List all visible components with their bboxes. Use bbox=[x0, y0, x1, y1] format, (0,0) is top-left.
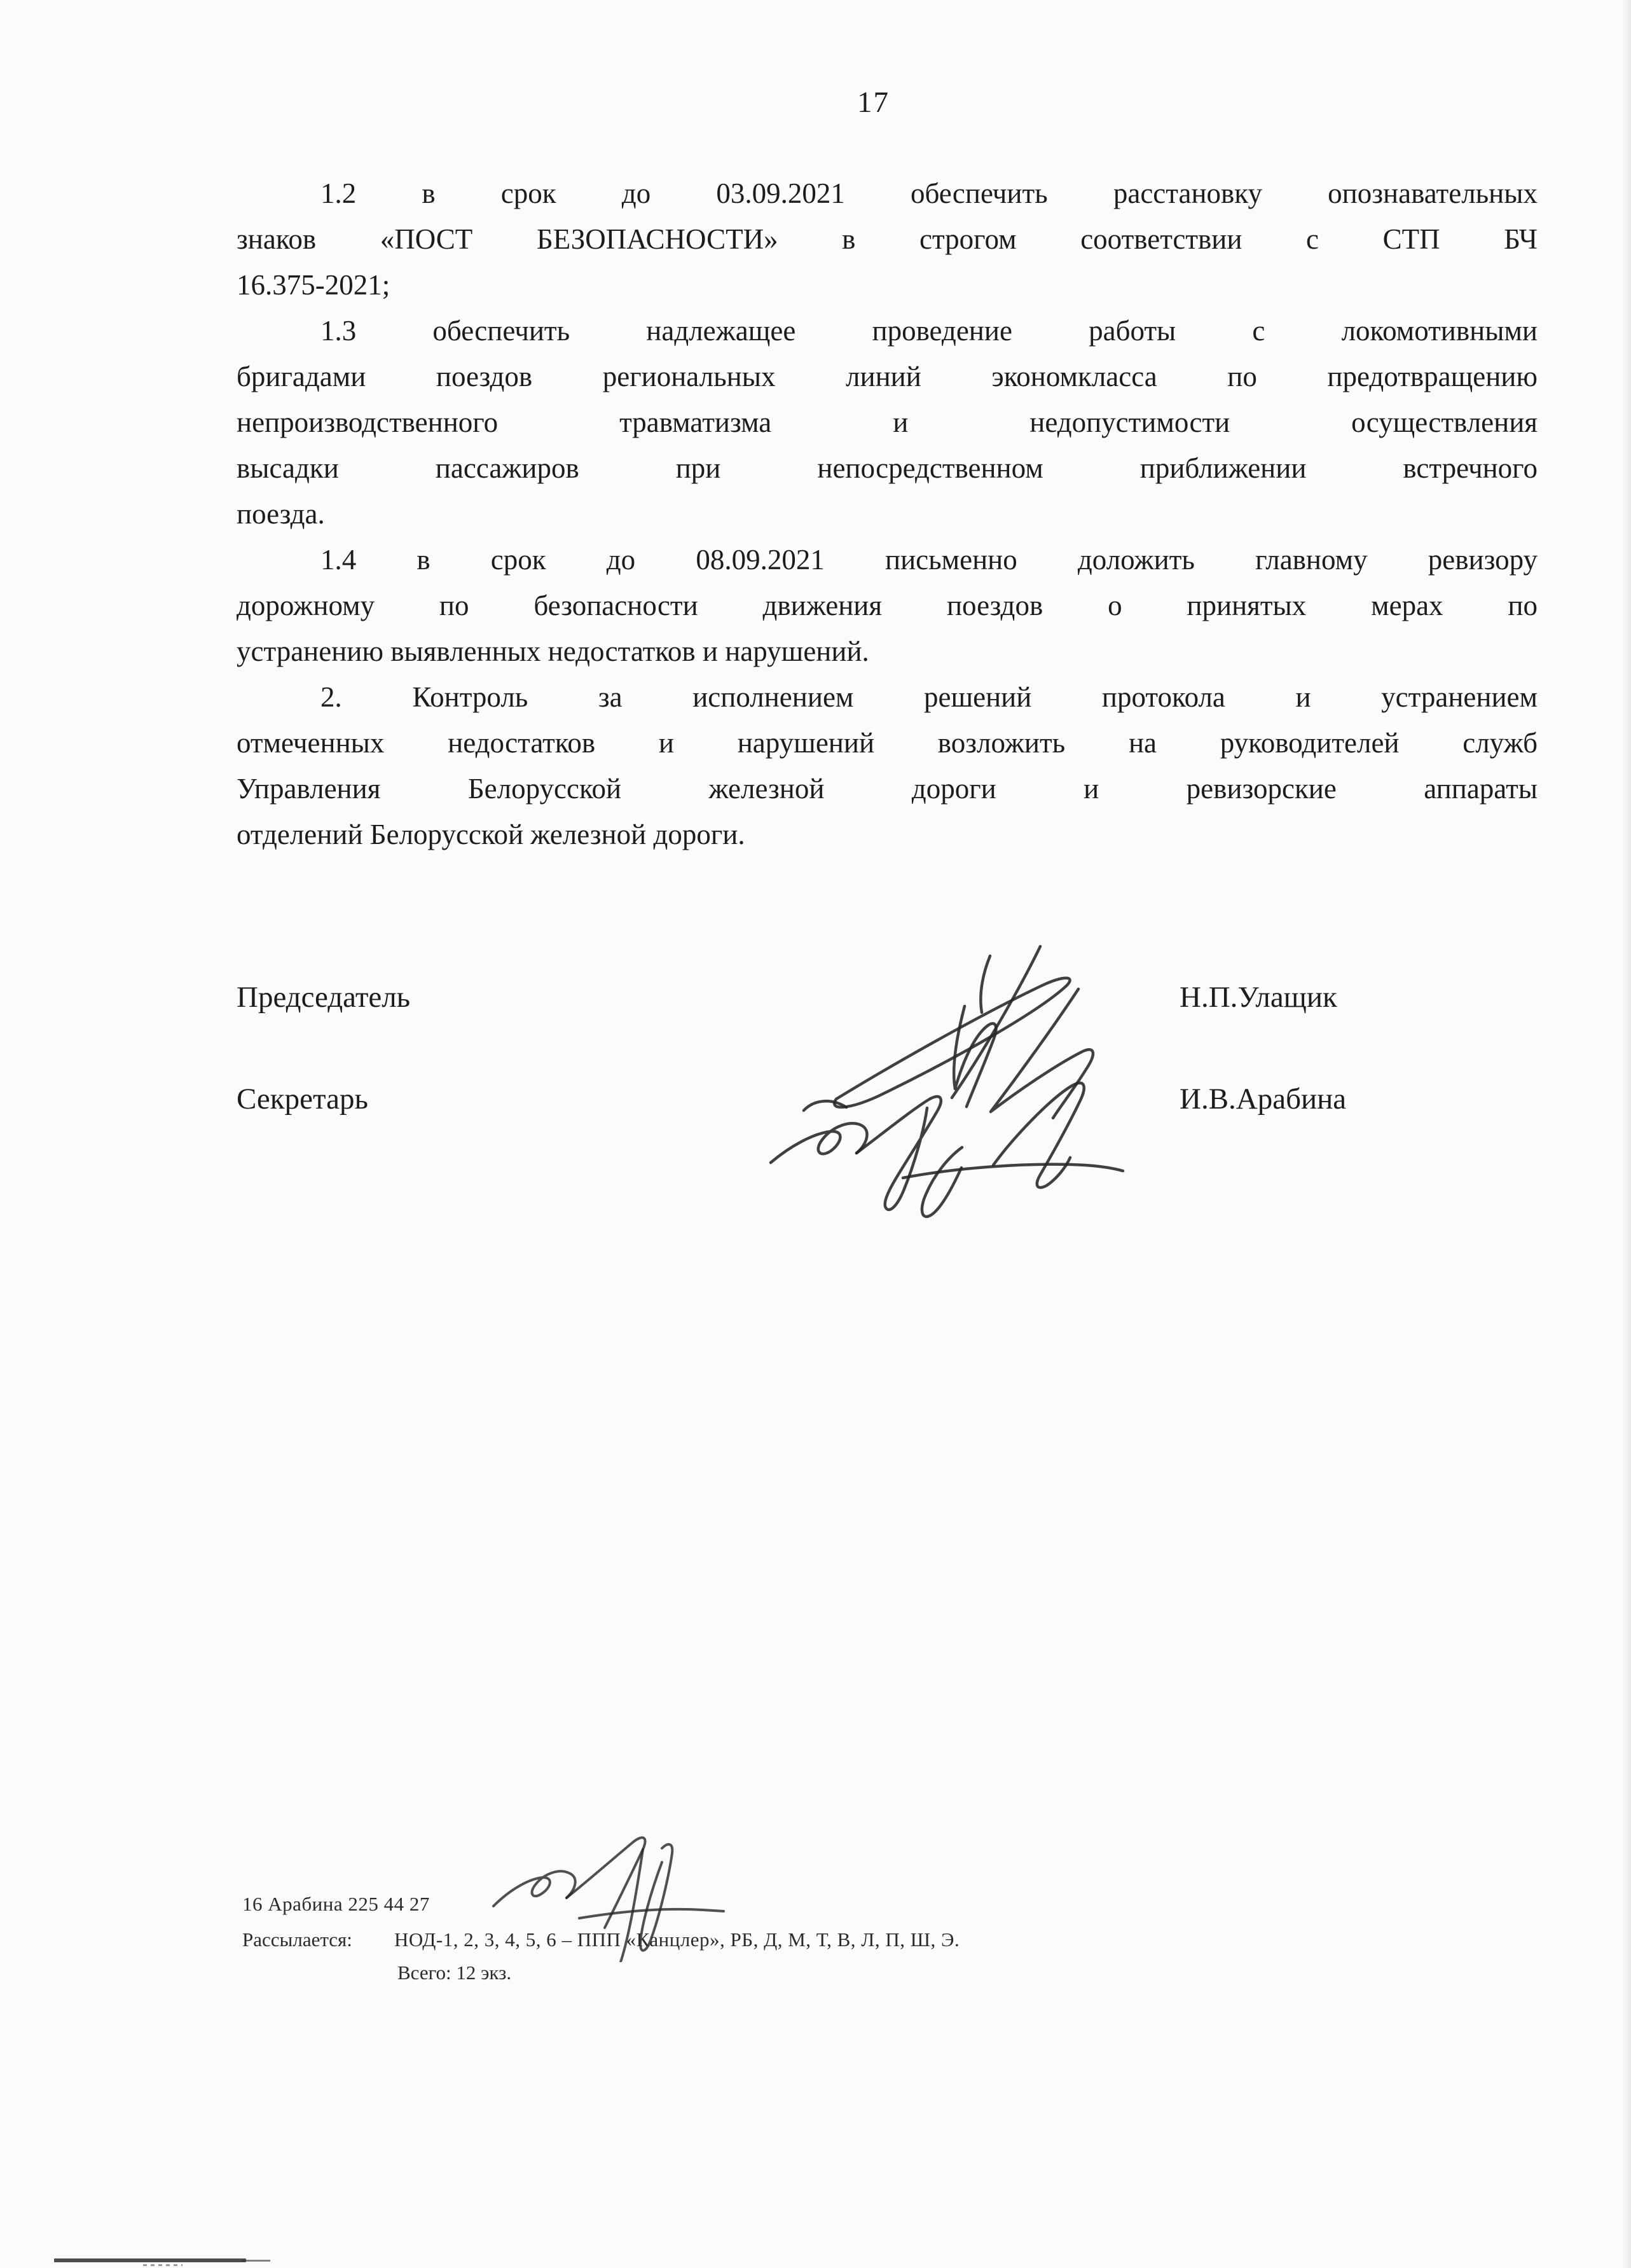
body-line: Управления Белорусской железной дороги и ревизорские аппараты bbox=[237, 773, 1538, 805]
body-line: дорожному по безопасности движения поездов о принятых мерах по bbox=[237, 590, 1538, 621]
chairman-name: Н.П.Улащик bbox=[1180, 981, 1337, 1014]
body-line: 1.4 в срок до 08.09.2021 письменно доложить главному ревизору bbox=[320, 544, 1538, 576]
body-line: 1.2 в срок до 03.09.2021 обеспечить расстановку опознавательных bbox=[320, 177, 1538, 209]
paragraph-1-2 bbox=[237, 170, 1538, 308]
secretary-title: Секретарь bbox=[237, 1082, 368, 1116]
signature-row-secretary bbox=[237, 1080, 1538, 1118]
scan-artifact-line-tail bbox=[242, 2260, 270, 2262]
scan-edge-shadow bbox=[1621, 0, 1631, 2268]
body-line: знаков «ПОСТ БЕЗОПАСНОСТИ» в строгом соответствии с СТП БЧ bbox=[237, 223, 1538, 255]
body-line: непроизводственного травматизма и недопустимости осуществления bbox=[237, 406, 1538, 438]
body-line: устранению выявленных недостатков и нарушений. bbox=[237, 635, 869, 667]
chairman-title: Председатель bbox=[237, 981, 411, 1014]
signature-row-chairman bbox=[237, 978, 1538, 1016]
scan-artifact-ticks bbox=[143, 2264, 182, 2266]
body-line: 16.375-2021; bbox=[237, 269, 390, 301]
body-line: поезда. bbox=[237, 498, 325, 530]
paragraph-1-4 bbox=[237, 537, 1538, 674]
signatures-area bbox=[547, 890, 1132, 1221]
body-line: 1.3 обеспечить надлежащее проведение работы с локомотивными bbox=[320, 315, 1538, 347]
page-number: 17 bbox=[857, 86, 890, 119]
distribution-list: НОД-1, 2, 3, 4, 5, 6 – ППП «Канцлер», РБ, Д, М, Т, В, Л, П, Ш, Э. bbox=[394, 1928, 960, 1951]
body-line: 2. Контроль за исполнением решений протокола и устранением bbox=[320, 681, 1538, 713]
body-line: отделений Белорусской железной дороги. bbox=[237, 819, 745, 850]
executor-reference: 16 Арабина 225 44 27 bbox=[242, 1893, 430, 1915]
body-line: высадки пассажиров при непосредственном приближении встречного bbox=[237, 452, 1538, 484]
document-body bbox=[237, 170, 1538, 857]
paragraph-1-3 bbox=[237, 308, 1538, 537]
body-line: бригадами поездов региональных линий экономкласса по предотвращению bbox=[237, 361, 1538, 392]
secretary-name: И.В.Арабина bbox=[1180, 1082, 1347, 1116]
paragraph-2 bbox=[237, 674, 1538, 857]
scan-artifact-line bbox=[54, 2258, 246, 2262]
distribution-label: Рассылается: bbox=[242, 1928, 352, 1951]
copies-count: Всего: 12 экз. bbox=[397, 1961, 512, 1984]
body-line: отмеченных недостатков и нарушений возложить на руководителей служб bbox=[237, 727, 1538, 759]
